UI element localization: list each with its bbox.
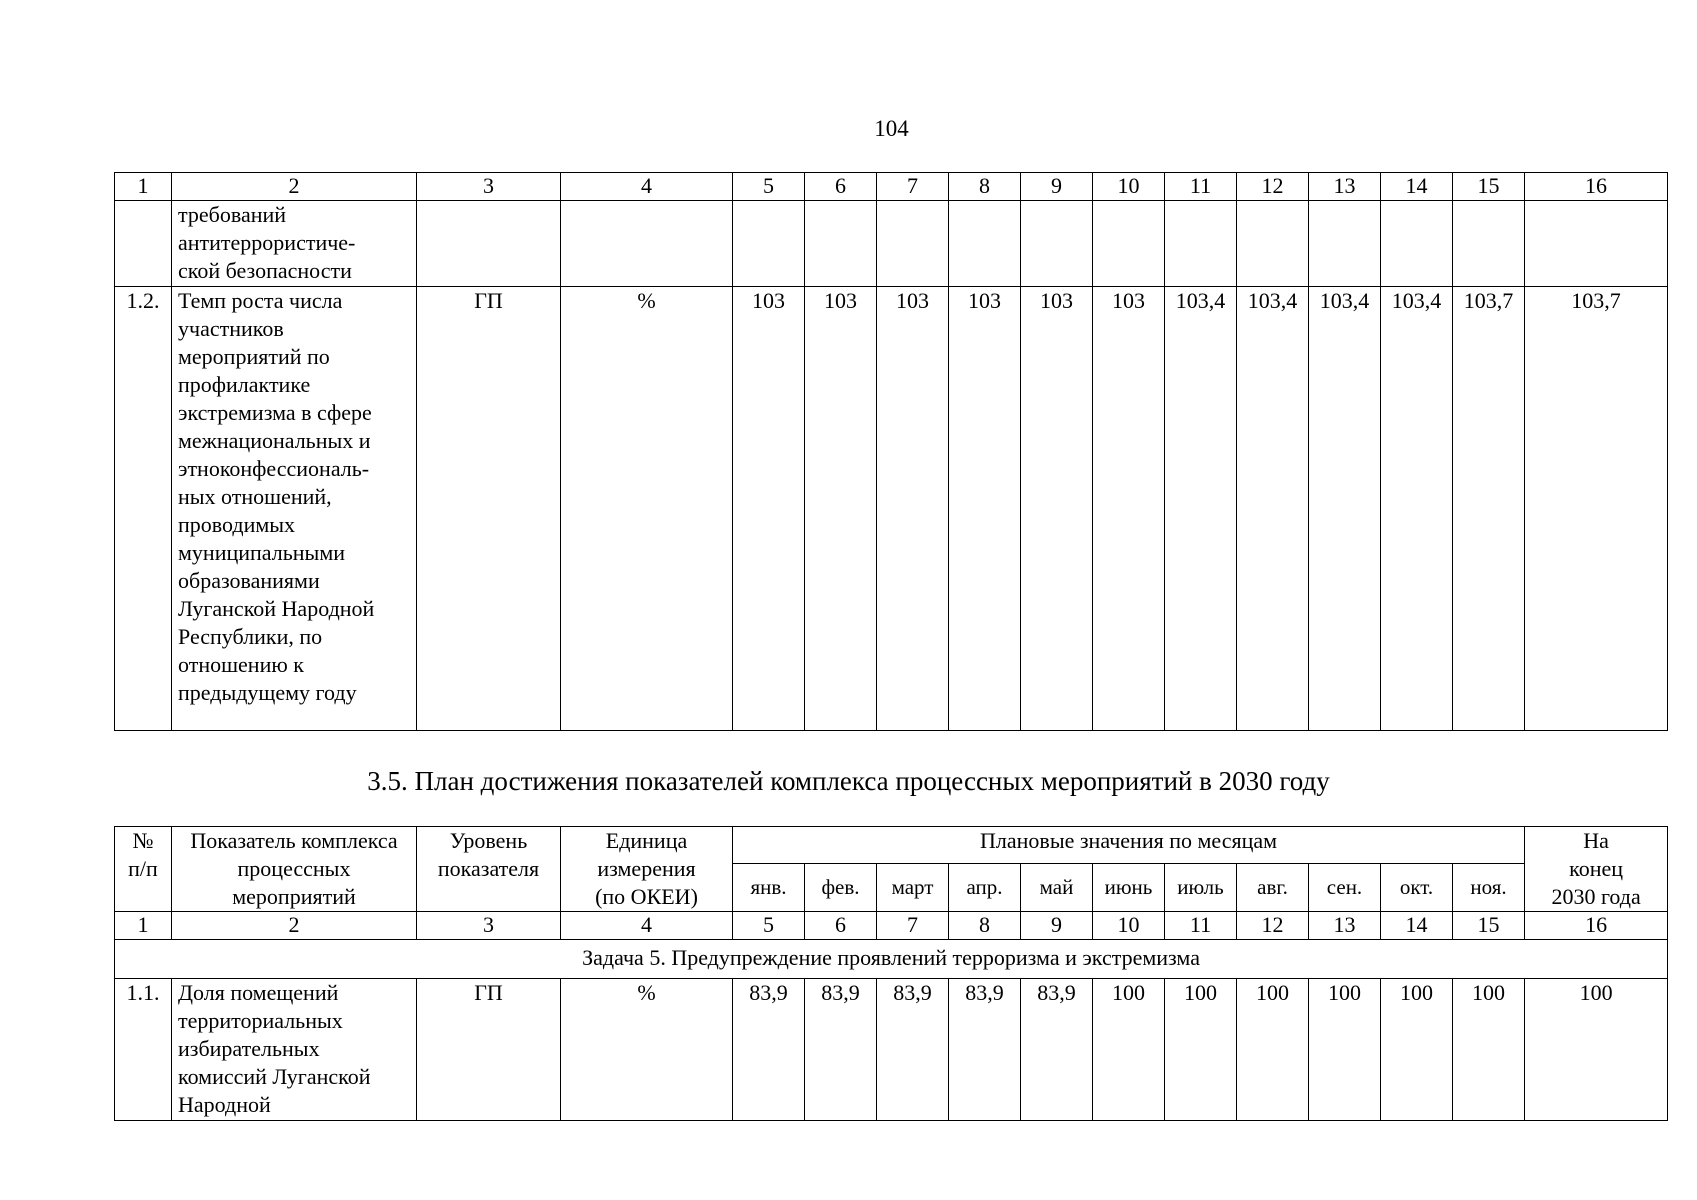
indicator-name-cell xyxy=(172,979,417,1121)
name-line: профилактике xyxy=(178,372,311,397)
header-row xyxy=(115,827,1668,864)
name-line: участников xyxy=(178,316,284,341)
value-cell: 100 xyxy=(1309,979,1381,1121)
col-number: 3 xyxy=(417,912,561,940)
col-number: 10 xyxy=(1093,912,1165,940)
continued-indicators-table xyxy=(114,172,1668,731)
col-number: 2 xyxy=(172,912,417,940)
value-cell: 83,9 xyxy=(805,979,877,1121)
value-cell: 100 xyxy=(1453,979,1525,1121)
col-number: 15 xyxy=(1453,173,1525,201)
col-number: 3 xyxy=(417,173,561,201)
name-line: требований xyxy=(178,202,287,227)
row-number-cell xyxy=(115,201,172,287)
col-number: 5 xyxy=(733,912,805,940)
col-number: 5 xyxy=(733,173,805,201)
level-cell: ГП xyxy=(417,979,561,1121)
month-header: июнь xyxy=(1093,863,1165,911)
value-cell: 103 xyxy=(733,287,805,731)
col-number: 8 xyxy=(949,173,1021,201)
col-number: 8 xyxy=(949,912,1021,940)
col-number: 12 xyxy=(1237,173,1309,201)
column-number-row xyxy=(115,173,1668,201)
value-cell: 83,9 xyxy=(1021,979,1093,1121)
col-number: 1 xyxy=(115,912,172,940)
name-line: экстремизма в сфере xyxy=(178,400,372,425)
name-line: муниципальными xyxy=(178,540,346,565)
month-header: ноя. xyxy=(1453,863,1525,911)
col-number: 6 xyxy=(805,173,877,201)
col-number: 2 xyxy=(172,173,417,201)
table-row xyxy=(115,287,1668,731)
value-cell: 83,9 xyxy=(949,979,1021,1121)
header-level: Уровень показателя xyxy=(417,827,561,912)
task-title: Задача 5. Предупреждение проявлений терроризма и экстремизма xyxy=(115,940,1668,979)
col-number: 4 xyxy=(561,173,733,201)
value-cell: 100 xyxy=(1525,979,1668,1121)
value-cell: 103,7 xyxy=(1525,287,1668,731)
name-line: территориальных xyxy=(178,1008,343,1033)
col-number: 16 xyxy=(1525,912,1668,940)
name-line: этноконфессиональ- xyxy=(178,456,370,481)
month-header: фев. xyxy=(805,863,877,911)
section-heading: 3.5. План достижения показателей комплекса процессных мероприятий в 2030 году xyxy=(367,766,1330,796)
value-cell: 100 xyxy=(1093,979,1165,1121)
name-line: избирательных xyxy=(178,1036,320,1061)
name-line: антитеррористиче- xyxy=(178,230,356,255)
header-monthly: Плановые значения по месяцам xyxy=(733,827,1525,864)
col-number: 14 xyxy=(1381,912,1453,940)
name-line: Доля помещений xyxy=(178,980,339,1005)
header-unit: Единица измерения (по ОКЕИ) xyxy=(561,827,733,912)
value-cell: 83,9 xyxy=(877,979,949,1121)
value-cell: 103,7 xyxy=(1453,287,1525,731)
col-number: 16 xyxy=(1525,173,1668,201)
table-row xyxy=(115,201,1668,287)
page-number: 104 xyxy=(874,116,909,141)
col-number: 9 xyxy=(1021,173,1093,201)
value-cell: 100 xyxy=(1381,979,1453,1121)
name-line: ской безопасности xyxy=(178,258,352,283)
col-number: 10 xyxy=(1093,173,1165,201)
unit-cell: % xyxy=(561,979,733,1121)
name-line: образованиями xyxy=(178,568,320,593)
col-number: 1 xyxy=(115,173,172,201)
month-header: апр. xyxy=(949,863,1021,911)
plan-table xyxy=(114,826,1668,1121)
value-cell: 103,4 xyxy=(1237,287,1309,731)
col-number: 13 xyxy=(1309,173,1381,201)
value-cell: 103,4 xyxy=(1165,287,1237,731)
name-line: проводимых xyxy=(178,512,296,537)
name-line: Народной xyxy=(178,1092,271,1117)
col-number: 9 xyxy=(1021,912,1093,940)
value-cell: 100 xyxy=(1165,979,1237,1121)
value-cell: 103 xyxy=(877,287,949,731)
value-cell: 103 xyxy=(949,287,1021,731)
header-end-of-year: На конец 2030 года xyxy=(1525,827,1668,912)
task-row xyxy=(115,940,1668,979)
indicator-name-cell xyxy=(172,287,417,731)
name-line: Луганской Народной xyxy=(178,596,375,621)
col-number: 12 xyxy=(1237,912,1309,940)
value-cell: 83,9 xyxy=(733,979,805,1121)
unit-cell: % xyxy=(561,287,733,731)
name-line: ных отношений, xyxy=(178,484,332,509)
table-row xyxy=(115,979,1668,1121)
value-cell: 103,4 xyxy=(1309,287,1381,731)
name-line: Республики, по xyxy=(178,624,323,649)
month-header: март xyxy=(877,863,949,911)
name-line: Темп роста числа xyxy=(178,288,343,313)
month-header: окт. xyxy=(1381,863,1453,911)
value-cell: 103,4 xyxy=(1381,287,1453,731)
col-number: 15 xyxy=(1453,912,1525,940)
month-header: янв. xyxy=(733,863,805,911)
name-line: предыдущему году xyxy=(178,680,357,705)
row-number-cell: 1.2. xyxy=(115,287,172,731)
value-cell: 103 xyxy=(1093,287,1165,731)
indicator-name-cell xyxy=(172,201,417,287)
value-cell: 103 xyxy=(805,287,877,731)
col-number: 13 xyxy=(1309,912,1381,940)
month-header: сен. xyxy=(1309,863,1381,911)
name-line: комиссий Луганской xyxy=(178,1064,371,1089)
value-cell: 103 xyxy=(1021,287,1093,731)
row-number-cell: 1.1. xyxy=(115,979,172,1121)
month-header: май xyxy=(1021,863,1093,911)
value-cell: 100 xyxy=(1237,979,1309,1121)
header-indicator: Показатель комплекса процессных мероприятий xyxy=(172,827,417,912)
col-number: 7 xyxy=(877,912,949,940)
header-num: № п/п xyxy=(115,827,172,912)
name-line: межнациональных и xyxy=(178,428,371,453)
column-number-row xyxy=(115,912,1668,940)
col-number: 7 xyxy=(877,173,949,201)
level-cell: ГП xyxy=(417,287,561,731)
col-number: 6 xyxy=(805,912,877,940)
col-number: 4 xyxy=(561,912,733,940)
name-line: отношению к xyxy=(178,652,304,677)
name-line: мероприятий по xyxy=(178,344,330,369)
col-number: 11 xyxy=(1165,173,1237,201)
month-header: июль xyxy=(1165,863,1237,911)
col-number: 11 xyxy=(1165,912,1237,940)
col-number: 14 xyxy=(1381,173,1453,201)
month-header: авг. xyxy=(1237,863,1309,911)
